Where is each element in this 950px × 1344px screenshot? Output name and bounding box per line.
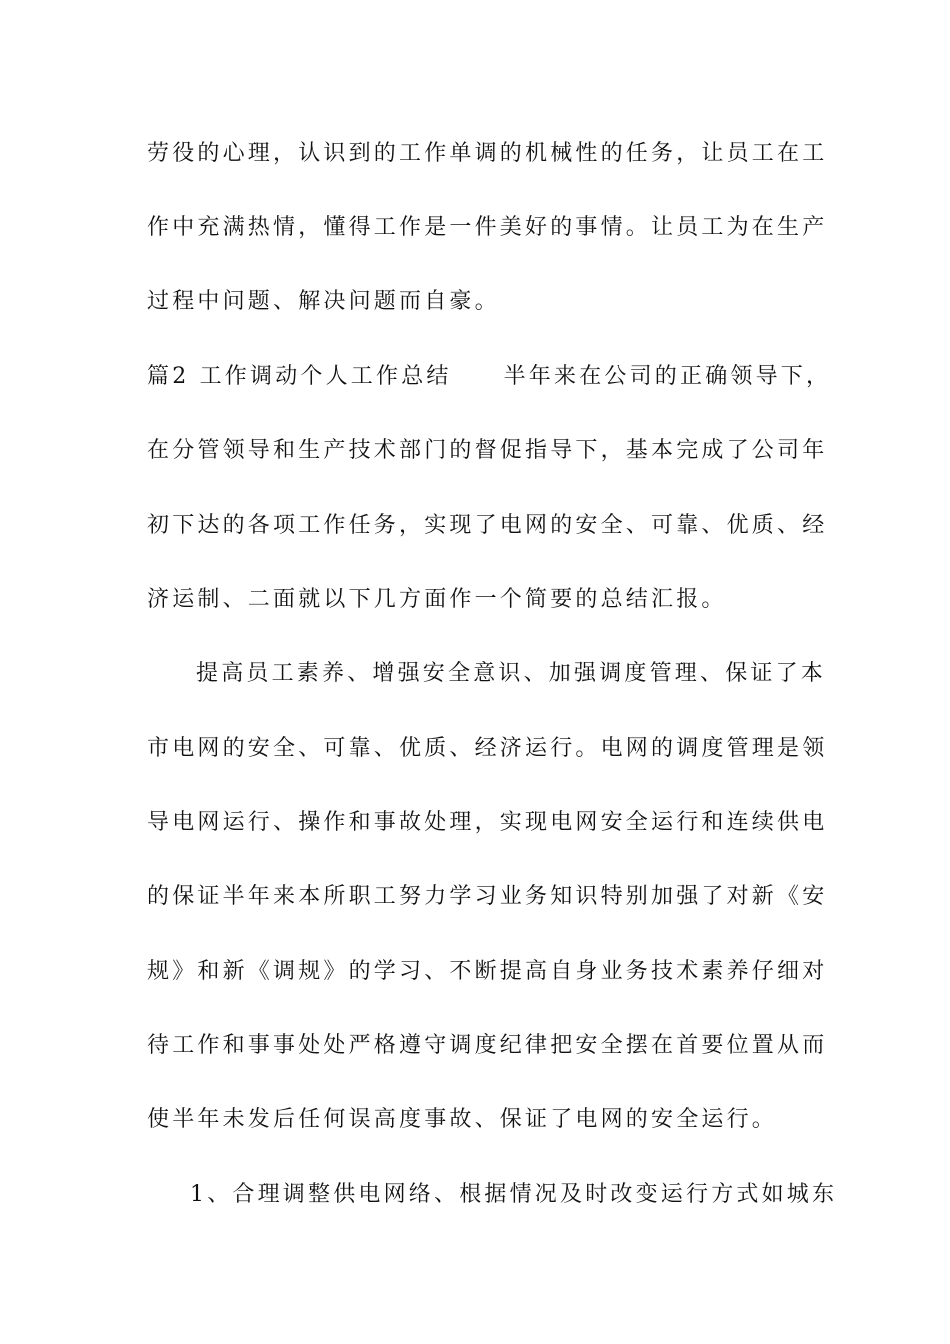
paragraph-3-line-6: 待工作和事事处处严格遵守调度纪律把安全摆在首要位置从而	[147, 1033, 828, 1058]
paragraph-4-line-1: 1、合理调整供电网络、根据情况及时改变运行方式如城东	[190, 1182, 838, 1207]
section-title: 篇2 工作调动个人工作总结	[147, 364, 452, 389]
paragraph-3-line-2: 市电网的安全、可靠、优质、经济运行。电网的调度管理是领	[147, 736, 828, 761]
paragraph-3-line-1: 提高员工素养、增强安全意识、加强调度管理、保证了本	[196, 661, 827, 686]
paragraph-2-line-3: 初下达的各项工作任务，实现了电网的安全、可靠、优质、经	[147, 513, 828, 538]
paragraph-2-line-2: 在分管领导和生产技术部门的督促指导下，基本完成了公司年	[147, 438, 828, 463]
paragraph-1-line-3: 过程中问题、解决问题而自豪。	[147, 289, 500, 314]
paragraph-2-line-4: 济运制、二面就以下几方面作一个简要的总结汇报。	[147, 587, 727, 612]
paragraph-3-line-7: 使半年未发后任何误高度事故、保证了电网的安全运行。	[147, 1107, 778, 1132]
paragraph-3-line-4: 的保证半年来本所职工努力学习业务知识特别加强了对新《安	[147, 884, 828, 909]
paragraph-3-line-5: 规》和新《调规》的学习、不断提高自身业务技术素养仔细对	[147, 959, 828, 984]
paragraph-1-line-2: 作中充满热情，懂得工作是一件美好的事情。让员工为在生产	[147, 215, 828, 240]
paragraph-2-line-1: 半年来在公司的正确领导下，	[503, 364, 832, 389]
paragraph-3-line-3: 导电网运行、操作和事故处理，实现电网安全运行和连续供电	[147, 810, 828, 835]
section-heading-line	[147, 362, 832, 392]
paragraph-1-line-1: 劳役的心理，认识到的工作单调的机械性的任务，让员工在工	[147, 141, 828, 166]
